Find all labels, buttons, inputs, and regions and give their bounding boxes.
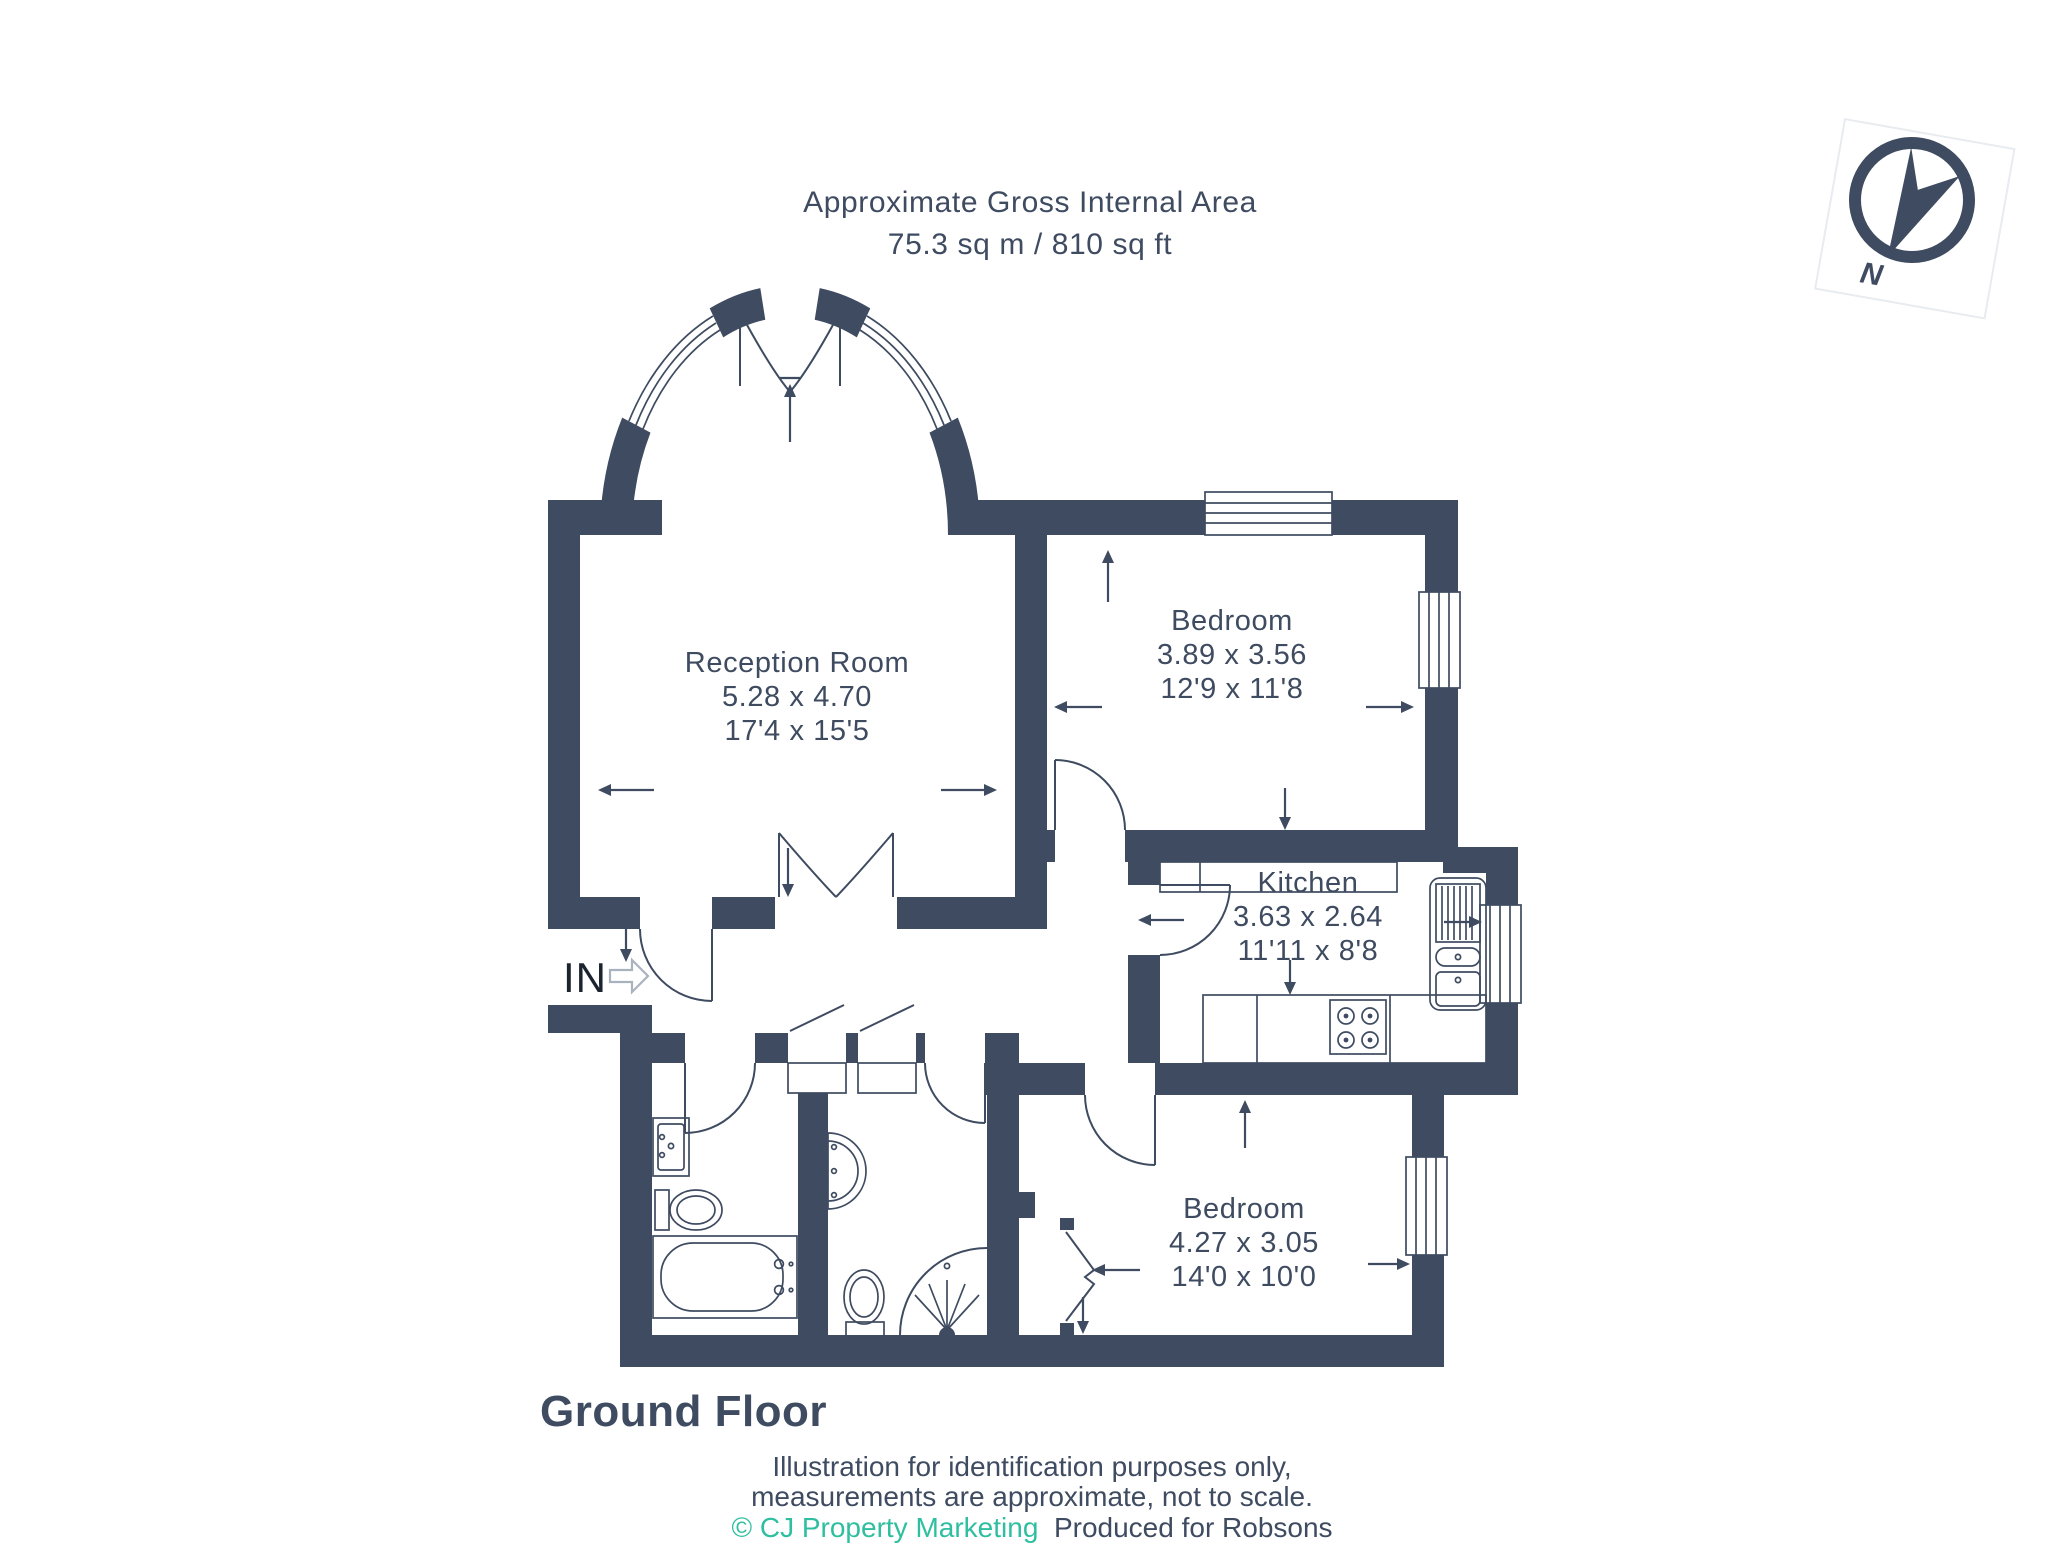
bathtub-icon <box>653 1236 797 1318</box>
corner-basin-icon <box>828 1133 866 1209</box>
room-imperial: 17'4 x 15'5 <box>724 715 870 747</box>
door-icon <box>1055 760 1125 830</box>
room-metric: 5.28 x 4.70 <box>721 681 873 713</box>
room-name: Reception Room <box>684 647 910 679</box>
room-metric: 3.63 x 2.64 <box>1232 901 1384 933</box>
room-imperial: 11'11 x 8'8 <box>1237 935 1379 967</box>
room-imperial: 14'0 x 10'0 <box>1171 1261 1317 1293</box>
room-label-reception <box>685 647 909 747</box>
door-icon <box>925 1063 985 1123</box>
compass-icon <box>1815 119 2014 318</box>
room-label-bedroom-2 <box>1169 1193 1319 1293</box>
room-metric: 4.27 x 3.05 <box>1168 1227 1320 1259</box>
room-label-kitchen <box>1233 867 1383 967</box>
copyright-credit: © CJ Property Marketing <box>731 1512 1039 1543</box>
toilet-icon <box>655 1190 722 1230</box>
window-icon <box>1419 592 1460 688</box>
double-door-icon <box>779 833 893 897</box>
french-doors-icon <box>740 312 840 392</box>
north-label: N <box>1857 256 1885 293</box>
room-name: Kitchen <box>1257 867 1359 899</box>
room-metric: 3.89 x 3.56 <box>1156 639 1308 671</box>
kitchen-sink-icon <box>1430 878 1486 1010</box>
room-name: Bedroom <box>1171 605 1293 637</box>
produced-for: Produced for Robsons <box>1038 1512 1333 1543</box>
wash-basin-icon <box>653 1118 689 1176</box>
door-icon <box>685 1063 755 1133</box>
toilet-icon <box>844 1270 884 1337</box>
entrance-marker <box>563 954 648 1001</box>
wardrobe-icon <box>1060 1218 1094 1335</box>
door-icon <box>1085 1095 1155 1165</box>
room-imperial: 12'9 x 11'8 <box>1160 673 1304 705</box>
hob-icon <box>1330 1000 1386 1054</box>
disclaimer-line-2: measurements are approximate, not to scale. <box>751 1481 1313 1512</box>
window-icon <box>1406 1157 1447 1255</box>
window-icon <box>1205 492 1332 535</box>
floor-title: Ground Floor <box>540 1387 828 1436</box>
windows <box>629 316 1521 1255</box>
footer <box>731 1451 1332 1543</box>
doors <box>640 312 1230 1335</box>
entrance-door-icon <box>640 929 712 1001</box>
entrance-label: IN <box>563 954 607 1001</box>
room-name: Bedroom <box>1183 1193 1305 1225</box>
entrance-arrow-icon <box>610 960 648 992</box>
page-title: Approximate Gross Internal Area <box>803 186 1257 219</box>
disclaimer-line-1: Illustration for identification purposes only, <box>772 1451 1292 1482</box>
fixtures <box>653 862 1486 1337</box>
header <box>803 186 1257 261</box>
credit-line <box>731 1512 1332 1543</box>
walls <box>548 288 1518 1367</box>
shower-icon <box>900 1248 987 1335</box>
area-value: 75.3 sq m / 810 sq ft <box>887 228 1173 261</box>
room-label-bedroom-1 <box>1157 605 1307 705</box>
